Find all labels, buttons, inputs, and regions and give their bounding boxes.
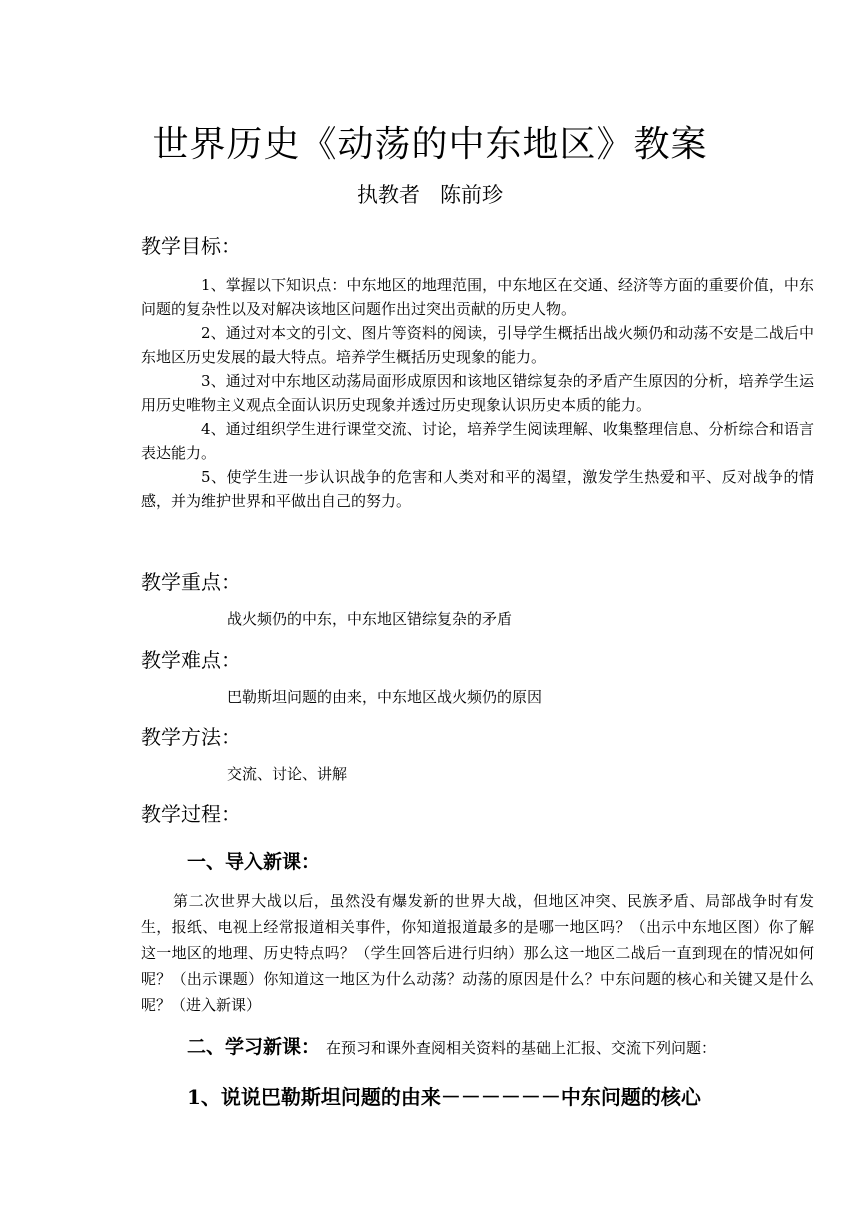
- author-label: 执教者: [357, 183, 420, 207]
- difficulties-text: 巴勒斯坦问题的由来，中东地区战火频仍的原因: [227, 688, 543, 706]
- methods-heading: 教学方法：: [141, 725, 241, 749]
- section1-text: 第二次世界大战以后，虽然没有爆发新的世界大战，但地区冲突、民族矛盾、局部战争时有发生，报纸、电视上经常报道相关事件，你知道报道最多的是哪一地区吗？（出示中东地区图）你了解这一地区的地理、历史特点吗？（学生回答后进行归纳）那么这一地区二战后一直到现在的情况如何呢？（出示课题）你知道这一地区为什么动荡？动荡的原因是什么？中东问题的核心和关键又是什么呢？（进入新课）: [141, 892, 814, 1014]
- document-title: 世界历史《动荡的中东地区》教案: [152, 124, 708, 165]
- objective-item: 5、使学生进一步认识战争的危害和人类对和平的渴望，激发学生热爱和平、反对战争的情感，并为维护世界和平做出自己的努力。: [141, 468, 814, 510]
- objective-item: 3、通过对中东地区动荡局面形成原因和该地区错综复杂的矛盾产生原因的分析，培养学生运用历史唯物主义观点全面认识历史现象并透过历史现象认识历史本质的能力。: [141, 372, 814, 414]
- key-points-text: 战火频仍的中东，中东地区错综复杂的矛盾: [227, 610, 513, 628]
- difficulties-heading: 教学难点：: [141, 648, 241, 672]
- objectives-heading: 教学目标：: [141, 234, 241, 258]
- section2-title: 二、学习新课：: [187, 1036, 321, 1058]
- objective-item: 1、掌握以下知识点：中东地区的地理范围，中东地区在交通、经济等方面的重要价值，中东问题的复杂性以及对解决该地区问题作出过突出贡献的历史人物。: [141, 276, 814, 318]
- process-heading: 教学过程：: [141, 802, 241, 826]
- objective-item: 2、通过对本文的引文、图片等资料的阅读，引导学生概括出战火频仍和动荡不安是二战后中东地区历史发展的最大特点。培养学生概括历史现象的能力。: [141, 324, 814, 366]
- section1-heading: 一、导入新课：: [187, 851, 321, 873]
- objectives-list: [141, 273, 814, 513]
- process-item-1: 1、说说巴勒斯坦问题的由来－－－－－－中东问题的核心: [187, 1085, 701, 1109]
- section2-heading: [187, 1033, 716, 1062]
- methods-text: 交流、讨论、讲解: [227, 765, 348, 783]
- author-name: 陈前珍: [440, 183, 503, 207]
- objective-item: 4、通过组织学生进行课堂交流、讨论，培养学生阅读理解、收集整理信息、分析综合和语言表达能力。: [141, 420, 814, 462]
- key-points-heading: 教学重点：: [141, 570, 241, 594]
- section2-note: 在预习和课外查阅相关资料的基础上汇报、交流下列问题：: [326, 1039, 717, 1057]
- author-line: [0, 180, 860, 210]
